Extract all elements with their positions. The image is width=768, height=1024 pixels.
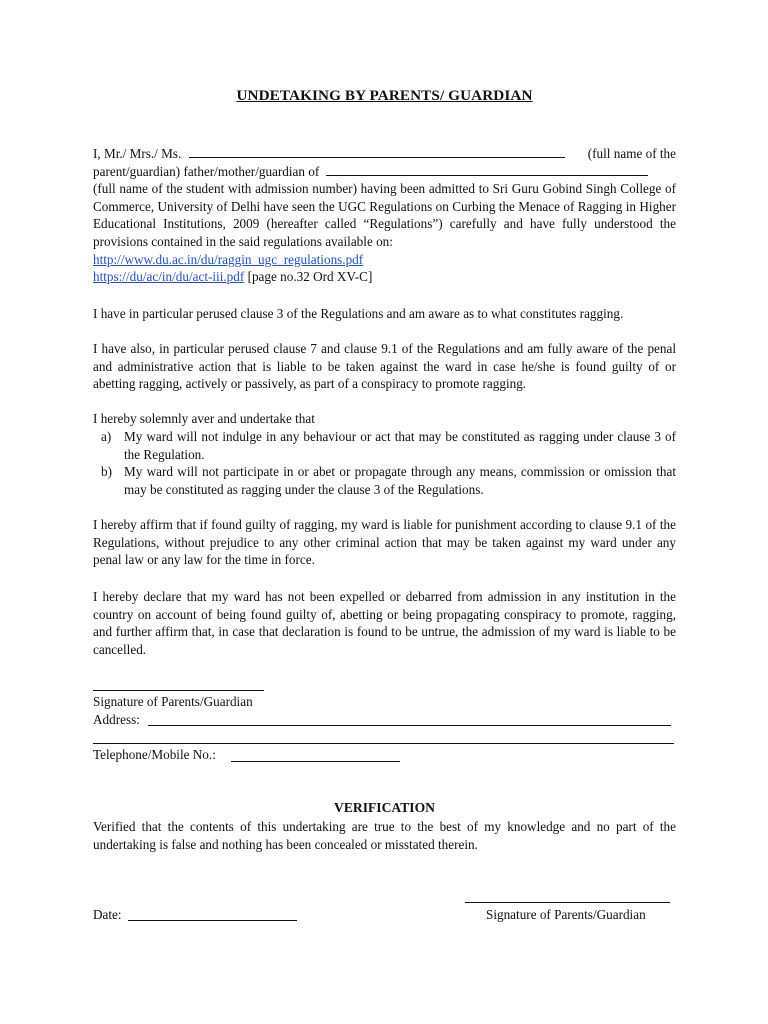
address-label: Address: xyxy=(93,712,140,727)
intro-name-prefix: I, Mr./ Mrs./ Ms. xyxy=(93,146,182,161)
address-field-line-1[interactable] xyxy=(148,725,671,726)
intro-name-suffix: (full name of the xyxy=(587,146,676,161)
link2-page-reference: [page no.32 Ord XV-C] xyxy=(244,269,373,285)
intro-guardian-prefix: parent/guardian) father/mother/guardian of xyxy=(93,163,320,179)
intro-paragraph xyxy=(93,145,676,286)
declare-paragraph: I hereby declare that my ward has not been expelled or debarred from admission in any institution in the country on account of being found guilty of, abetting or being propagating conspiracy to promote, ragging, and further affirm that, in case that declaration is found to be untrue, the admission of my ward is liable to be cancelled. xyxy=(93,589,676,657)
parent-signature-label: Signature of Parents/Guardian xyxy=(93,694,253,709)
intro-line-1 xyxy=(93,145,676,163)
clause3-paragraph: I have in particular perused clause 3 of the Regulations and am aware as to what constitutes ragging. xyxy=(93,306,624,321)
intro-line-2 xyxy=(93,163,676,181)
verification-text: Verified that the contents of this undertaking are true to the best of my knowledge and no part of the undertaking is false and nothing has been concealed or misstated therein. xyxy=(93,819,676,852)
affirm-paragraph: I hereby affirm that if found guilty of ragging, my ward is liable for punishment according to clause 9.1 of the Regulations, without prejudice to any other criminal action that may be taken against my ward under any penal law or any law for the time in force. xyxy=(93,517,676,568)
date-field-line[interactable] xyxy=(128,920,297,921)
footer-signature-line[interactable] xyxy=(465,902,670,903)
list-item xyxy=(93,463,676,498)
list-item xyxy=(93,428,676,463)
address-field-line-2[interactable] xyxy=(93,743,674,744)
aver-list xyxy=(93,428,676,498)
list-item-text: My ward will not participate in or abet or propagate through any means, commission or omission that may be constituted as ragging under the clause 3 of the Regulations. xyxy=(124,464,676,497)
regulations-link-1[interactable]: http://www.du.ac.in/du/raggin_ugc_regulations.pdf xyxy=(93,251,364,267)
list-marker: b) xyxy=(101,464,112,480)
student-name-blank xyxy=(326,163,648,176)
regulations-link-2[interactable]: https://du/ac/in/du/act-iii.pdf xyxy=(93,269,245,285)
verification-heading: VERIFICATION xyxy=(334,800,435,815)
list-item-text: My ward will not indulge in any behaviour or act that may be constituted as ragging under clause 3 of the Regulation. xyxy=(124,429,676,462)
parent-signature-line[interactable] xyxy=(93,690,264,691)
telephone-field-line[interactable] xyxy=(231,761,400,762)
date-label: Date: xyxy=(93,907,122,922)
footer-signature-label: Signature of Parents/Guardian xyxy=(486,907,646,922)
telephone-label: Telephone/Mobile No.: xyxy=(93,747,216,762)
document-title: UNDETAKING BY PARENTS/ GUARDIAN xyxy=(236,87,533,104)
list-marker: a) xyxy=(101,429,112,444)
aver-intro: I hereby solemnly aver and undertake that xyxy=(93,411,315,426)
parent-name-blank xyxy=(189,145,565,158)
intro-body-text: (full name of the student with admission number) having been admitted to Sri Guru Gobind Singh College of Commerce, University of Delhi have seen the UGC Regulations on Curbing the Menace of Ragging in Higher Educational Institutions, 2009 (hereafter called “Regulations”) carefully and have fully understood the provisions contained in the said regulations available on: xyxy=(93,181,676,249)
clause7-paragraph: I have also, in particular perused clause 7 and clause 9.1 of the Regulations and am fully aware of the penal and administrative action that is liable to be taken against the ward in case he/she is found guilty of or abetting ragging, actively or passively, as part of a conspiracy to promote ragging. xyxy=(93,341,676,392)
